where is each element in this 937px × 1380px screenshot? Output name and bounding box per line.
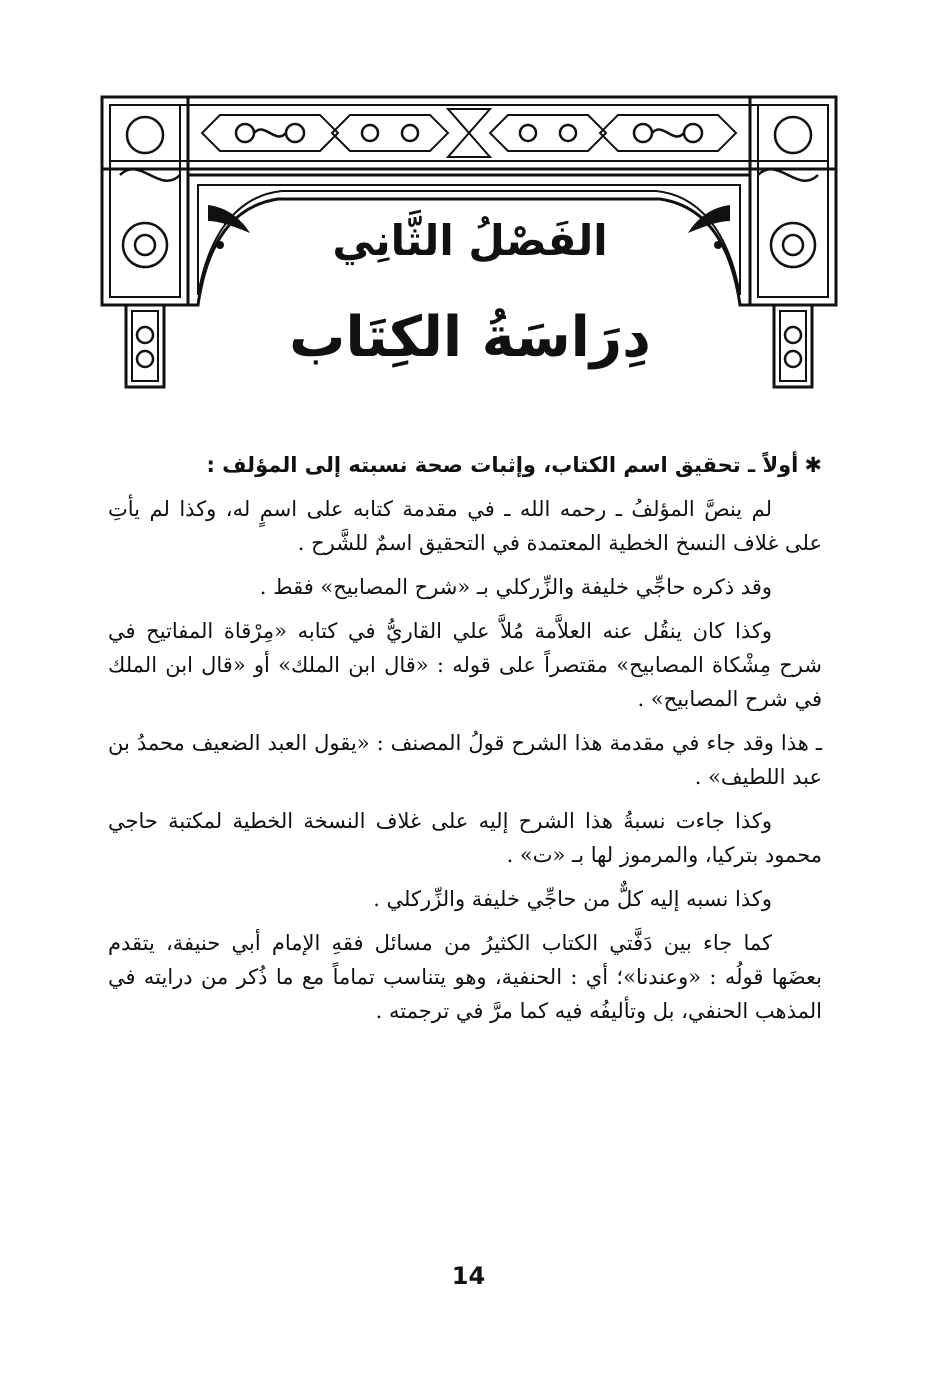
body-text: [108, 448, 822, 1038]
chapter-label: الفَصْلُ الثَّانِي: [332, 216, 608, 265]
paragraph: ـ هذا وقد جاء في مقدمة هذا الشرح قولُ المصنف : «يقول العبد الضعيف محمدُ بن عبد اللطيف» .: [108, 731, 822, 790]
paragraph: وقد ذكره حاجِّي خليفة والزِّركلي بـ «شرح المصابيح» فقط .: [259, 575, 772, 600]
paragraph: وكذا جاءت نسبةُ هذا الشرح إليه على غلاف النسخة الخطية لمكتبة حاجي محمود بتركيا، والمرموز لها بـ «ت» .: [108, 809, 822, 868]
paragraph: لم ينصَّ المؤلفُ ـ رحمه الله ـ في مقدمة كتابه على اسمٍ له، وكذا لم يأتِ على غلاف النسخ الخطية المعتمدة في التحقيق اسمٌ للشَّرح .: [108, 497, 822, 556]
paragraph: كما جاء بين دَفَّتي الكتاب الكثيرُ من مسائل فقهِ الإمام أبي حنيفة، يتقدم بعضَها قولُه : «وعندنا»؛ أي : الحنفية، وهو يتناسب تماماً مع ما ذُكر من درايته في المذهب الحنفي، بل وتأليفُه فيه كما مرَّ في ترجمته .: [108, 931, 822, 1024]
chapter-title: دِرَاسَةُ الكِتَاب: [289, 305, 651, 370]
section-heading: [108, 448, 822, 482]
paragraph: وكذا كان ينقُل عنه العلاَّمة مُلاَّ علي القاريُّ في كتابه «مِرْقاة المفاتيح في شرح مِشْكاة المصابيح» مقتصراً على قوله : «قال ابن الملك» أو «قال ابن الملك في شرح المصابيح» .: [108, 619, 822, 712]
paragraph: وكذا نسبه إليه كلٌّ من حاجِّي خليفة والزِّركلي .: [373, 887, 772, 912]
section-marker: ✱: [804, 453, 822, 477]
section-heading-text: أولاً ـ تحقيق اسم الكتاب، وإثبات صحة نسبته إلى المؤلف :: [206, 453, 799, 477]
page-number: 14: [451, 1262, 486, 1290]
